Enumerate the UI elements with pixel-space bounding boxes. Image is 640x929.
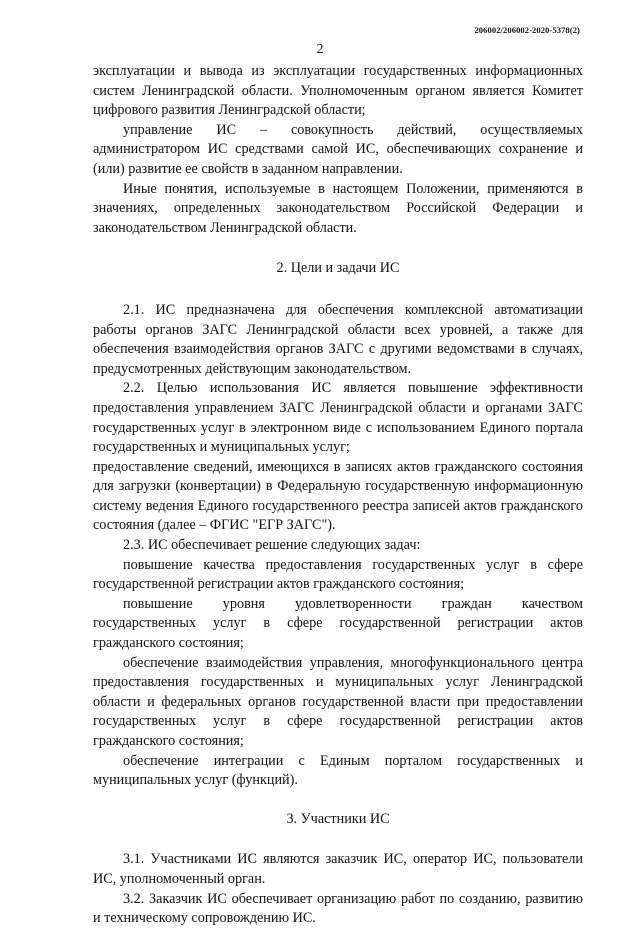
paragraph: Иные понятия, используемые в настоящем Положении, применяются в значениях, определенных законодательством Российской Федерации и законодательством Ленинградской области.	[93, 180, 583, 236]
paragraph: 2.2. Целью использования ИС является повышение эффективности предоставления управлением ЗАГС Ленинградской области и органами ЗАГС государственных услуг в электронном виде с использованием Единого портала государственных и муниципальных услуг;	[93, 380, 583, 456]
paragraph: управление ИС – совокупность действий, осуществляемых администратором ИС средствами самой ИС, обеспечивающих сохранение и (или) развитие ее свойств в заданном направлении.	[93, 121, 583, 177]
paragraph: 3.2. Заказчик ИС обеспечивает организацию работ по созданию, развитию и техническому сопровождению ИС.	[93, 890, 583, 927]
paragraph: обеспечение взаимодействия управления, многофункционального центра предоставления государственных и муниципальных услуг Ленинградской области и федеральных органов государственной власти при предоставлении государственных услуг в сфере государственной регистрации актов гражданского состояния;	[93, 654, 583, 749]
paragraph: 2.1. ИС предназначена для обеспечения комплексной автоматизации работы органов ЗАГС Ленинградской области всех уровней, а также для обеспечения взаимодействия органов ЗАГС с другими ведомствами в случаях, предусмотренных действующим законодательством.	[93, 301, 583, 377]
document-id: 206002/206002-2020-5378(2)	[474, 25, 580, 35]
paragraph: повышение уровня удовлетворенности граждан качеством государственных услуг в сфере государственной регистрации актов гражданского состояния;	[93, 595, 583, 652]
paragraph: 2.3. ИС обеспечивает решение следующих задач:	[123, 537, 421, 554]
paragraph: обеспечение интеграции с Единым порталом государственных и муниципальных услуг (функций).	[93, 752, 583, 789]
document-body	[93, 62, 583, 929]
paragraph: 3.1. Участниками ИС являются заказчик ИС, оператор ИС, пользователи ИС, уполномоченный орган.	[93, 851, 583, 887]
section-heading: 2. Цели и задачи ИС	[276, 260, 400, 277]
paragraph: эксплуатации и вывода из эксплуатации государственных информационных систем Ленинградской области. Уполномоченным органом является Комитет цифрового развития Ленинградской области;	[93, 63, 583, 119]
paragraph: предоставление сведений, имеющихся в записях актов гражданского состояния для загрузки (конвертации) в Федеральную государственную информационную систему ведения Единого государственного реестра записей актов гражданского состояния (далее – ФГИС "ЕГР ЗАГС").	[93, 458, 583, 534]
section-heading: 3. Участники ИС	[286, 810, 390, 827]
page-number: 2	[316, 42, 324, 57]
paragraph: повышение качества предоставления государственных услуг в сфере государственной регистрации актов гражданского состояния;	[93, 556, 583, 593]
